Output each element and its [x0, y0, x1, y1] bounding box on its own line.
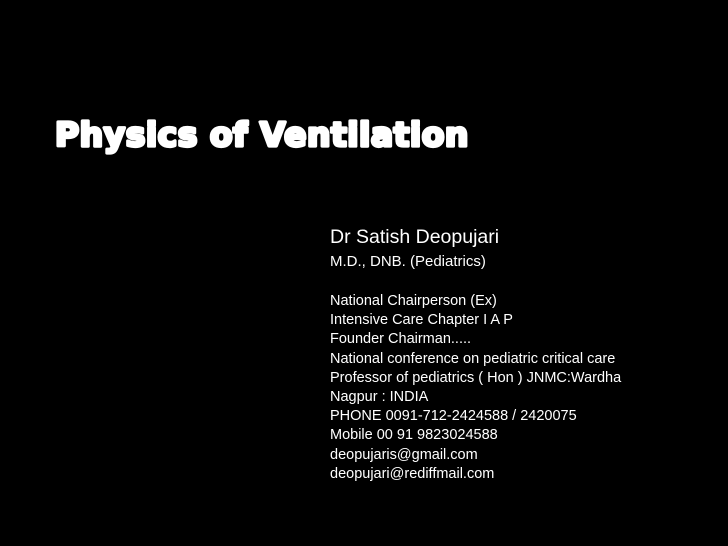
slide-title — [51, 104, 511, 166]
author-name: Dr Satish Deopujari — [330, 226, 500, 248]
detail-location: Nagpur : INDIA — [330, 389, 429, 406]
slide-title-graphic — [51, 104, 511, 166]
author-block — [330, 224, 720, 484]
detail-professor: Professor of pediatrics ( Hon ) JNMC:Wardha — [330, 369, 622, 386]
slide-title-text: Physics of Ventilation — [55, 115, 469, 154]
detail-chapter: Intensive Care Chapter I A P — [330, 312, 513, 329]
detail-conference: National conference on pediatric critical care — [330, 350, 616, 367]
detail-mobile: Mobile 00 91 9823024588 — [330, 427, 498, 444]
author-details — [330, 292, 720, 484]
author-degrees: M.D., DNB. (Pediatrics) — [330, 253, 486, 270]
detail-email-gmail: deopujaris@gmail.com — [330, 446, 478, 463]
detail-email-rediff: deopujari@rediffmail.com — [330, 465, 495, 482]
detail-phone: PHONE 0091-712-2424588 / 2420075 — [330, 408, 577, 425]
detail-founder: Founder Chairman..... — [330, 331, 472, 348]
detail-chairperson: National Chairperson (Ex) — [330, 293, 497, 309]
